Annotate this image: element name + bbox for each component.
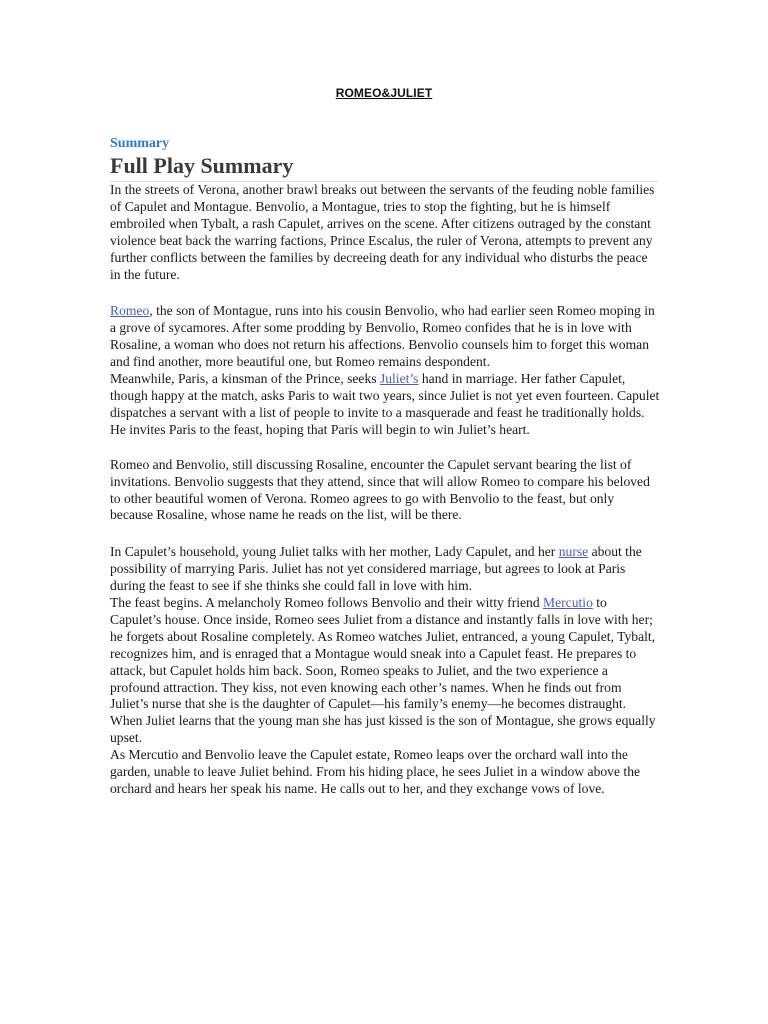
- nurse-link[interactable]: nurse: [558, 544, 589, 560]
- paragraph-juliet-start: In Capulet’s household, young Juliet talks with her mother, Lady Capulet, and her: [110, 544, 559, 560]
- paragraph-paris-start: Meanwhile, Paris, a kinsman of the Prince, seeks: [110, 371, 380, 387]
- summary-label: Summary: [110, 136, 170, 151]
- paragraph-invitations: Romeo and Benvolio, still discussing Rosaline, encounter the Capulet servant bearing the list of invitations. Benvolio suggests that they attend, since that will allow Romeo to compare his beloved to other beautiful women of Verona. Romeo agrees to go with Benvolio to the feast, but only because Rosaline, whose name he reads on the list, will be there.: [110, 456, 650, 523]
- document-body: [110, 135, 660, 798]
- document-title: ROMEO&JULIET: [335, 86, 433, 100]
- paragraph-opening-brawl: In the streets of Verona, another brawl breaks out between the servants of the feuding noble families of Capulet and Montague. Benvolio, a Montague, tries to stop the fighting, but he is himself embroiled when Tybalt, a rash Capulet, arrives on the scene. After citizens outraged by the constant violence beat back the warring factions, Prince Escalus, the ruler of Verona, attempts to prevent any further conflicts between the families by decreeing death for any individual who disturbs the peace in the future.: [110, 182, 655, 282]
- paragraph-paris: [110, 371, 660, 439]
- paragraph-juliet-text: about the possibility of marrying Paris. Juliet has not yet considered marriage, but agrees to look at Paris during the feast to see if she thinks she could fall in love with him.: [110, 544, 642, 594]
- paragraph-feast-start: The feast begins. A melancholy Romeo follows Benvolio and their witty friend: [110, 595, 544, 611]
- romeo-link[interactable]: Romeo: [110, 303, 150, 319]
- mercutio-link[interactable]: Mercutio: [543, 595, 593, 611]
- paragraph-romeo-text: , the son of Montague, runs into his cousin Benvolio, who had earlier seen Romeo moping in a grove of sycamores. After some prodding by Benvolio, Romeo confides that he is in love with Rosaline, a woman who does not return his affections. Benvolio counsels him to forget this woman and find another, more beautiful one, but Romeo remains despondent.: [110, 303, 655, 370]
- paragraph-juliet-household: [110, 544, 660, 595]
- paragraph-romeo: [110, 303, 660, 371]
- paragraph-paris-text: hand in marriage. Her father Capulet, though happy at the match, asks Paris to wait two years, since Juliet is not yet even fourteen. Capulet dispatches a servant with a list of people to invite to a masquerade and feast he traditionally holds. He invites Paris to the feast, hoping that Paris will begin to win Juliet’s heart.: [110, 371, 660, 437]
- paragraph-balcony: As Mercutio and Benvolio leave the Capulet estate, Romeo leaps over the orchard wall into the garden, unable to leave Juliet behind. From his hiding place, he sees Juliet in a window above the orchard and hears her speak his name. He calls out to her, and they exchange vows of love.: [110, 747, 641, 796]
- paragraph-feast: [110, 595, 660, 747]
- juliet-link[interactable]: Juliet’s: [379, 371, 419, 387]
- section-heading: Full Play Summary: [110, 153, 658, 182]
- paragraph-feast-text: to Capulet’s house. Once inside, Romeo sees Juliet from a distance and instantly falls in love with her; he forgets about Rosaline completely. As Romeo watches Juliet, entranced, a young Capulet, Tybalt, recognizes him, and is enraged that a Montague would sneak into a Capulet feast. He prepares to attack, but Capulet holds him back. Soon, Romeo speaks to Juliet, and the two experience a profound attraction. They kiss, not even knowing each other’s names. When he finds out from Juliet’s nurse that she is the daughter of Capulet—his family’s enemy—he becomes distraught. When Juliet learns that the young man she has just kissed is the son of Montague, she grows equally upset.: [110, 595, 656, 746]
